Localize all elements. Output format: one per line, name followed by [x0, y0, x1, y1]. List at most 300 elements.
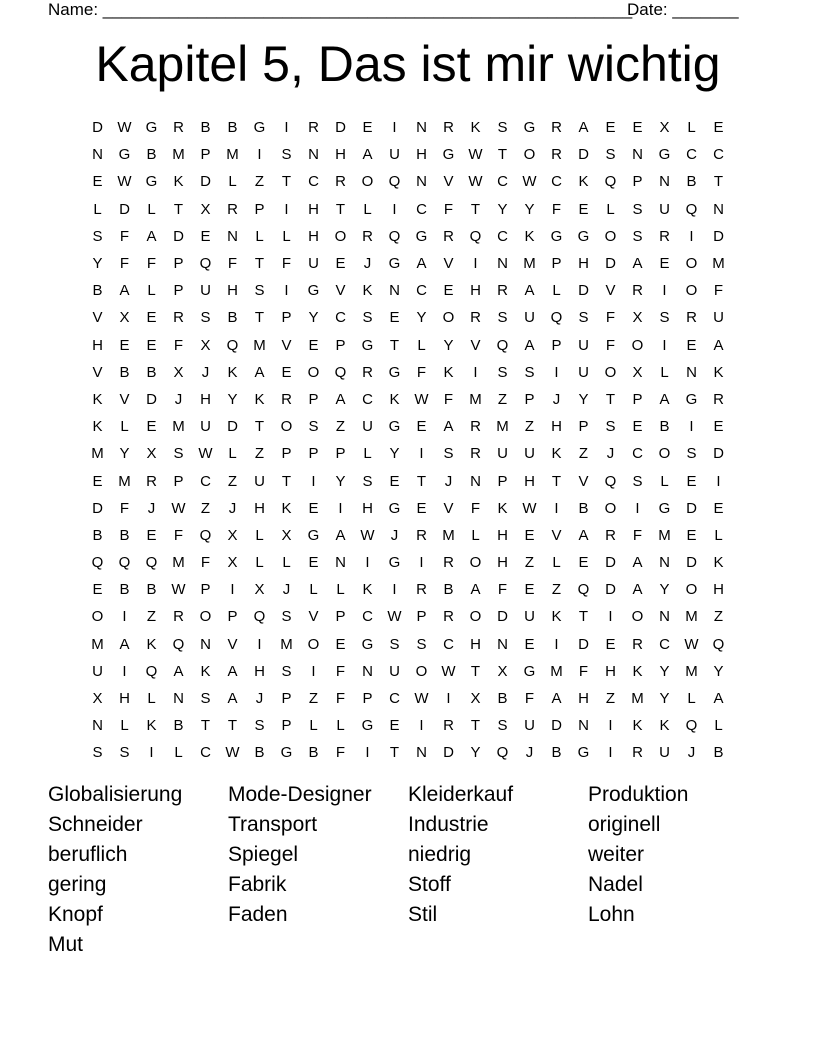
grid-cell: I — [608, 744, 613, 762]
grid-cell: U — [92, 662, 103, 680]
grid-cell: V — [443, 173, 454, 191]
grid-cell: K — [92, 418, 103, 436]
grid-cell: B — [713, 744, 724, 762]
word-list-item: originell — [588, 813, 661, 836]
grid-cell: H — [416, 146, 427, 164]
grid-cell: H — [713, 581, 724, 599]
grid-cell: C — [308, 173, 319, 191]
grid-cell: I — [284, 282, 289, 300]
grid-row — [84, 467, 732, 494]
grid-cell: E — [281, 363, 292, 381]
grid-cell: L — [660, 472, 669, 490]
grid-cell: T — [254, 309, 265, 327]
grid-cell: G — [388, 418, 401, 436]
grid-cell: L — [309, 717, 318, 735]
grid-cell: S — [632, 200, 643, 218]
grid-cell: K — [632, 717, 643, 735]
grid-cell: F — [713, 282, 724, 300]
grid-cell: E — [713, 499, 724, 517]
grid-cell: C — [551, 173, 562, 191]
grid-cell: F — [551, 200, 562, 218]
grid-cell: X — [632, 309, 643, 327]
grid-cell: T — [605, 390, 616, 408]
grid-cell: C — [200, 472, 211, 490]
grid-cell: H — [497, 526, 508, 544]
grid-cell: L — [714, 526, 723, 544]
grid-cell: S — [659, 309, 670, 327]
grid-cell: A — [659, 390, 670, 408]
grid-row — [84, 332, 732, 359]
grid-cell: Z — [605, 690, 616, 708]
grid-cell: P — [497, 472, 508, 490]
grid-cell: K — [713, 363, 724, 381]
grid-cell: X — [470, 690, 481, 708]
grid-cell: K — [713, 554, 724, 572]
grid-cell: F — [578, 662, 589, 680]
grid-cell: G — [118, 146, 131, 164]
grid-row — [84, 712, 732, 739]
grid-row — [84, 277, 732, 304]
grid-cell: B — [200, 119, 211, 137]
grid-cell: L — [714, 717, 723, 735]
grid-cell: I — [554, 635, 559, 653]
grid-cell: O — [415, 662, 428, 680]
grid-cell: E — [713, 119, 724, 137]
grid-cell: M — [523, 255, 536, 273]
grid-cell: Y — [497, 200, 508, 218]
grid-cell: A — [227, 690, 238, 708]
grid-cell: U — [524, 717, 535, 735]
grid-cell: Q — [685, 717, 698, 735]
grid-cell: A — [713, 690, 724, 708]
grid-cell: E — [119, 336, 130, 354]
grid-row — [84, 223, 732, 250]
grid-cell: J — [201, 363, 210, 381]
grid-cell: E — [713, 418, 724, 436]
date-field-label: Date: _______ — [627, 0, 739, 19]
word-list-item: Nadel — [588, 873, 643, 896]
grid-cell: V — [281, 336, 292, 354]
grid-cell: B — [146, 363, 157, 381]
grid-cell: X — [227, 554, 238, 572]
grid-cell: D — [578, 282, 589, 300]
grid-cell: L — [417, 336, 426, 354]
grid-cell: B — [659, 418, 670, 436]
grid-cell: C — [362, 390, 373, 408]
grid-cell: H — [362, 499, 373, 517]
grid-row — [84, 495, 732, 522]
grid-cell: T — [470, 662, 481, 680]
grid-cell: E — [578, 554, 589, 572]
grid-cell: S — [605, 418, 616, 436]
grid-cell: P — [551, 255, 562, 273]
grid-cell: R — [632, 282, 643, 300]
grid-cell: L — [147, 690, 156, 708]
grid-cell: L — [147, 282, 156, 300]
grid-cell: I — [608, 608, 613, 626]
grid-cell: F — [605, 336, 616, 354]
grid-cell: E — [200, 227, 211, 245]
grid-cell: B — [227, 309, 238, 327]
grid-cell: O — [631, 336, 644, 354]
grid-cell: P — [632, 173, 643, 191]
grid-cell: S — [632, 227, 643, 245]
grid-cell: T — [578, 608, 589, 626]
grid-cell: K — [443, 363, 454, 381]
grid-cell: I — [257, 146, 262, 164]
grid-cell: E — [416, 418, 427, 436]
grid-cell: Q — [118, 554, 131, 572]
grid-cell: H — [119, 690, 130, 708]
word-list-item: Produktion — [588, 783, 689, 806]
grid-cell: I — [473, 363, 478, 381]
grid-cell: E — [524, 635, 535, 653]
grid-cell: P — [281, 690, 292, 708]
grid-cell: C — [497, 173, 508, 191]
grid-row — [84, 196, 732, 223]
grid-cell: Z — [578, 445, 589, 463]
grid-cell: O — [685, 581, 698, 599]
grid-cell: M — [658, 526, 671, 544]
grid-cell: E — [308, 554, 319, 572]
grid-cell: T — [551, 472, 562, 490]
grid-cell: S — [443, 445, 454, 463]
grid-cell: Q — [496, 744, 509, 762]
grid-cell: T — [416, 472, 427, 490]
word-list-item: gering — [48, 873, 107, 896]
grid-cell: F — [281, 255, 292, 273]
grid-cell: C — [389, 690, 400, 708]
grid-cell: S — [632, 472, 643, 490]
grid-cell: W — [468, 146, 483, 164]
grid-cell: S — [200, 309, 211, 327]
grid-cell: T — [713, 173, 724, 191]
grid-cell: O — [523, 146, 536, 164]
grid-cell: J — [174, 390, 183, 408]
grid-cell: W — [171, 581, 186, 599]
grid-cell: S — [497, 309, 508, 327]
grid-cell: I — [122, 608, 127, 626]
grid-cell: S — [524, 363, 535, 381]
grid-cell: H — [254, 662, 265, 680]
grid-cell: L — [120, 418, 129, 436]
grid-cell: I — [311, 472, 316, 490]
grid-row — [84, 440, 732, 467]
grid-cell: A — [254, 363, 265, 381]
grid-cell: R — [146, 472, 157, 490]
grid-cell: N — [497, 255, 508, 273]
grid-cell: F — [335, 690, 346, 708]
grid-cell: T — [389, 336, 400, 354]
grid-cell: R — [173, 608, 184, 626]
grid-cell: D — [713, 227, 724, 245]
grid-cell: H — [335, 146, 346, 164]
grid-cell: A — [362, 146, 373, 164]
word-list-item: Fabrik — [228, 873, 287, 896]
grid-cell: D — [119, 200, 130, 218]
grid-cell: W — [522, 499, 537, 517]
page-title: Kapitel 5, Das ist mir wichtig — [95, 36, 721, 92]
grid-cell: Q — [145, 554, 158, 572]
grid-cell: I — [716, 472, 721, 490]
grid-cell: K — [578, 173, 589, 191]
grid-cell: R — [632, 635, 643, 653]
grid-cell: E — [308, 499, 319, 517]
grid-cell: P — [335, 445, 346, 463]
grid-cell: N — [362, 662, 373, 680]
grid-row — [84, 413, 732, 440]
grid-cell: Q — [226, 336, 239, 354]
grid-cell: S — [497, 363, 508, 381]
grid-row — [84, 685, 732, 712]
grid-cell: X — [632, 363, 643, 381]
grid-cell: L — [336, 581, 345, 599]
grid-cell: D — [146, 390, 157, 408]
word-list-item: Kleiderkauf — [408, 783, 514, 806]
grid-cell: R — [308, 119, 319, 137]
grid-cell: V — [470, 336, 481, 354]
grid-cell: F — [416, 363, 427, 381]
grid-cell: J — [228, 499, 237, 517]
grid-cell: F — [119, 227, 130, 245]
grid-cell: C — [686, 146, 697, 164]
grid-cell: F — [173, 336, 184, 354]
grid-cell: T — [470, 200, 481, 218]
grid-cell: N — [227, 227, 238, 245]
letter-grid — [84, 114, 732, 767]
grid-cell: E — [92, 581, 103, 599]
grid-cell: J — [255, 690, 264, 708]
word-list-item: beruflich — [48, 843, 128, 866]
word-list-item: Industrie — [408, 813, 489, 836]
grid-cell: U — [254, 472, 265, 490]
grid-cell: R — [173, 119, 184, 137]
grid-cell: J — [282, 581, 291, 599]
grid-cell: B — [497, 690, 508, 708]
grid-cell: M — [226, 146, 239, 164]
grid-cell: B — [308, 744, 319, 762]
grid-cell: W — [198, 445, 213, 463]
grid-cell: B — [92, 526, 103, 544]
grid-cell: F — [119, 255, 130, 273]
grid-cell: S — [416, 635, 427, 653]
grid-cell: K — [470, 119, 481, 137]
grid-cell: Y — [524, 200, 535, 218]
grid-cell: S — [362, 472, 373, 490]
grid-cell: G — [361, 336, 374, 354]
grid-cell: U — [713, 309, 724, 327]
grid-cell: C — [335, 309, 346, 327]
grid-cell: U — [362, 418, 373, 436]
word-list-item: weiter — [588, 843, 645, 866]
grid-cell: V — [605, 282, 616, 300]
grid-cell: F — [119, 499, 130, 517]
grid-cell: P — [335, 608, 346, 626]
word-list-item: niedrig — [408, 843, 472, 866]
grid-cell: K — [281, 499, 292, 517]
grid-cell: F — [443, 390, 454, 408]
grid-cell: I — [608, 717, 613, 735]
grid-cell: L — [120, 717, 129, 735]
grid-cell: R — [470, 309, 481, 327]
grid-cell: B — [119, 526, 130, 544]
grid-cell: G — [307, 282, 320, 300]
grid-cell: H — [308, 227, 319, 245]
grid-cell: E — [146, 336, 157, 354]
grid-cell: A — [632, 581, 643, 599]
grid-cell: I — [635, 499, 640, 517]
grid-cell: U — [200, 418, 211, 436]
grid-cell: L — [687, 690, 696, 708]
grid-cell: H — [227, 282, 238, 300]
grid-cell: Z — [713, 608, 724, 626]
grid-cell: A — [524, 336, 535, 354]
grid-cell: O — [307, 635, 320, 653]
grid-cell: M — [253, 336, 266, 354]
grid-cell: A — [335, 526, 346, 544]
grid-cell: P — [308, 445, 319, 463]
grid-cell: N — [659, 608, 670, 626]
grid-cell: X — [281, 526, 292, 544]
word-list-item: Mode-Designer — [228, 783, 372, 806]
grid-cell: N — [713, 200, 724, 218]
grid-cell: E — [389, 717, 400, 735]
grid-cell: G — [685, 390, 698, 408]
grid-cell: X — [497, 662, 508, 680]
grid-cell: F — [443, 200, 454, 218]
grid-cell: O — [280, 418, 293, 436]
grid-cell: E — [686, 472, 697, 490]
grid-cell: S — [281, 146, 292, 164]
grid-cell: J — [552, 390, 561, 408]
grid-cell: C — [632, 445, 643, 463]
grid-cell: R — [470, 445, 481, 463]
grid-cell: F — [605, 309, 616, 327]
grid-cell: B — [92, 282, 103, 300]
grid-row — [84, 359, 732, 386]
name-field-label: Name: ________________________________________________________ — [48, 0, 633, 19]
grid-cell: Y — [659, 690, 670, 708]
grid-cell: M — [469, 390, 482, 408]
grid-cell: E — [524, 526, 535, 544]
grid-cell: B — [227, 119, 238, 137]
grid-cell: S — [578, 309, 589, 327]
grid-cell: O — [604, 227, 617, 245]
grid-cell: I — [392, 581, 397, 599]
grid-cell: U — [659, 200, 670, 218]
grid-cell: D — [605, 554, 616, 572]
grid-cell: U — [308, 255, 319, 273]
grid-cell: A — [227, 662, 238, 680]
grid-cell: E — [335, 635, 346, 653]
grid-cell: K — [146, 635, 157, 653]
grid-cell: K — [227, 363, 238, 381]
grid-cell: R — [173, 309, 184, 327]
grid-cell: X — [200, 200, 211, 218]
grid-cell: M — [118, 472, 131, 490]
grid-cell: U — [578, 336, 589, 354]
word-list-item: Schneider — [48, 813, 143, 836]
grid-cell: K — [362, 581, 373, 599]
grid-cell: X — [200, 336, 211, 354]
grid-cell: X — [119, 309, 130, 327]
grid-cell: F — [524, 690, 535, 708]
grid-cell: H — [200, 390, 211, 408]
grid-cell: G — [442, 146, 455, 164]
grid-cell: G — [307, 526, 320, 544]
grid-row — [84, 631, 732, 658]
grid-cell: O — [685, 255, 698, 273]
grid-cell: Y — [119, 445, 130, 463]
grid-cell: P — [281, 717, 292, 735]
grid-cell: W — [468, 173, 483, 191]
grid-cell: W — [522, 173, 537, 191]
grid-cell: U — [389, 146, 400, 164]
grid-cell: P — [200, 146, 211, 164]
grid-cell: B — [119, 581, 130, 599]
grid-cell: R — [443, 227, 454, 245]
grid-cell: Q — [199, 255, 212, 273]
grid-cell: R — [551, 119, 562, 137]
grid-cell: S — [686, 445, 697, 463]
grid-cell: Q — [550, 309, 563, 327]
grid-cell: E — [524, 581, 535, 599]
grid-cell: Q — [469, 227, 482, 245]
grid-cell: G — [658, 499, 671, 517]
grid-cell: L — [471, 526, 480, 544]
grid-cell: M — [172, 146, 185, 164]
grid-cell: A — [551, 690, 562, 708]
grid-cell: M — [685, 608, 698, 626]
grid-cell: M — [712, 255, 725, 273]
grid-cell: O — [604, 363, 617, 381]
grid-cell: N — [308, 146, 319, 164]
grid-cell: G — [523, 662, 536, 680]
grid-cell: R — [443, 554, 454, 572]
grid-cell: S — [605, 146, 616, 164]
grid-row — [84, 603, 732, 630]
grid-cell: P — [524, 390, 535, 408]
grid-cell: K — [632, 662, 643, 680]
grid-cell: V — [308, 608, 319, 626]
grid-cell: Y — [578, 390, 589, 408]
grid-cell: M — [172, 418, 185, 436]
grid-cell: Y — [389, 445, 400, 463]
grid-cell: P — [335, 336, 346, 354]
grid-row — [84, 386, 732, 413]
grid-cell: S — [254, 282, 265, 300]
grid-cell: K — [659, 717, 670, 735]
grid-cell: D — [551, 717, 562, 735]
grid-cell: B — [146, 581, 157, 599]
grid-cell: K — [92, 390, 103, 408]
grid-cell: S — [281, 662, 292, 680]
grid-cell: S — [497, 717, 508, 735]
word-list-item: Knopf — [48, 903, 103, 926]
grid-cell: W — [387, 608, 402, 626]
grid-cell: Y — [713, 662, 724, 680]
grid-cell: W — [441, 662, 456, 680]
grid-cell: O — [469, 608, 482, 626]
grid-cell: E — [659, 255, 670, 273]
grid-cell: L — [255, 227, 264, 245]
grid-cell: E — [308, 336, 319, 354]
grid-cell: Z — [308, 690, 319, 708]
grid-cell: G — [388, 499, 401, 517]
grid-cell: H — [497, 554, 508, 572]
grid-cell: H — [254, 499, 265, 517]
grid-cell: L — [687, 119, 696, 137]
